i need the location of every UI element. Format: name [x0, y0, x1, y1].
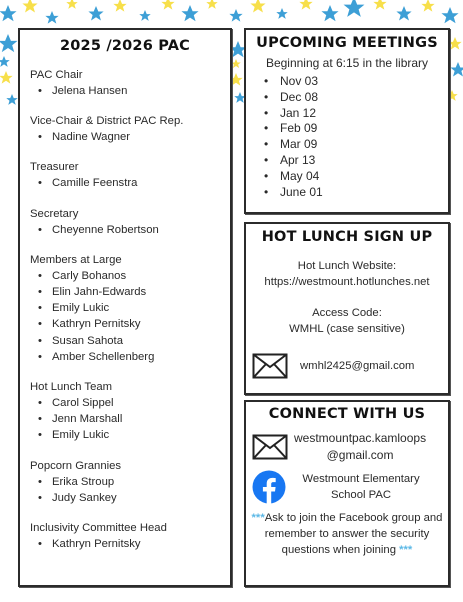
access-code-value: WMHL (case sensitive) [289, 322, 405, 335]
connect-email-row [246, 430, 448, 464]
meeting-date: • June 01 [264, 185, 448, 201]
member-names-list [38, 395, 230, 444]
meeting-date: • Nov 03 [264, 74, 448, 90]
role-title: Vice-Chair & District PAC Rep. [30, 115, 184, 128]
role-title: Hot Lunch Team [30, 381, 113, 394]
role-title: PAC Chair [30, 69, 83, 81]
star-icon [0, 71, 13, 84]
star-icon [181, 5, 198, 21]
star-icon [441, 7, 458, 23]
facebook-row [246, 470, 448, 504]
member-name: • Nadine Wagner [38, 129, 230, 145]
member-name: • Carly Bohanos [38, 268, 230, 284]
facebook-group-name[interactable]: Westmount Elementary School PAC [302, 473, 420, 501]
star-icon [276, 8, 287, 19]
facebook-icon[interactable] [252, 470, 286, 504]
member-names-list [38, 175, 230, 191]
star-icon [45, 11, 58, 24]
star-icon [161, 0, 174, 10]
star-icon [396, 6, 411, 20]
envelope-icon [252, 353, 288, 379]
hot-lunch-website-label: Hot Lunch Website: [297, 260, 397, 272]
star-icon [421, 0, 434, 12]
member-name: • Carol Sippel [38, 395, 230, 411]
hot-lunch-email-row [246, 353, 448, 379]
member-names-list [38, 83, 230, 99]
meeting-date: • Feb 09 [264, 121, 448, 137]
star-icon [6, 94, 17, 105]
member-name: • Emily Lukic [38, 427, 230, 443]
member-name: • Judy Sankey [38, 490, 230, 506]
member-names-list [38, 222, 230, 238]
star-icon [450, 62, 463, 76]
member-name: • Emily Lukic [38, 300, 230, 316]
member-name: • Elin Jahn-Edwards [38, 284, 230, 300]
meeting-dates-list [264, 74, 448, 200]
meetings-title: UPCOMING MEETINGS [256, 35, 438, 51]
pac-title: 2025 /2026 PAC [59, 38, 191, 54]
star-icon [113, 0, 126, 12]
star-icon [22, 0, 37, 12]
note-text: Ask to join the Facebook group and remember to answer the security questions when joining [264, 512, 443, 556]
star-icon [0, 34, 18, 52]
connect-email-line2: @gmail.com [326, 448, 394, 462]
member-names-list [38, 474, 230, 506]
connect-email-link[interactable] [294, 430, 426, 464]
star-icon [206, 0, 217, 9]
member-names-list [38, 129, 230, 145]
hot-lunch-email-link[interactable]: wmhl2425@gmail.com [300, 360, 415, 372]
member-name: • Jelena Hansen [38, 83, 230, 99]
star-icon [229, 9, 242, 22]
member-names-list [38, 536, 230, 552]
hot-lunch-panel [244, 222, 450, 395]
note-prefix-asterisks: *** [251, 512, 265, 524]
star-icon [250, 0, 265, 12]
star-icon [344, 0, 365, 17]
member-name: • Amber Schellenberg [38, 349, 230, 365]
meeting-date: • Dec 08 [264, 90, 448, 106]
member-names-list [38, 268, 230, 365]
facebook-note [246, 510, 448, 558]
note-suffix-asterisks: *** [399, 544, 413, 556]
star-icon [88, 6, 103, 20]
star-icon [66, 0, 77, 9]
role-title: Inclusivity Committee Head [30, 522, 167, 535]
meeting-date: • Jan 12 [264, 106, 448, 122]
member-name: • Kathryn Pernitsky [38, 316, 230, 332]
role-title: Secretary [30, 207, 79, 220]
hot-lunch-website-link[interactable]: https://westmount.hotlunches.net [264, 275, 430, 288]
star-icon [321, 5, 338, 21]
member-name: • Erika Stroup [38, 474, 230, 490]
hot-lunch-title: HOT LUNCH SIGN UP [261, 229, 433, 245]
pac-members-panel [18, 28, 232, 587]
connect-with-us-panel [244, 400, 450, 587]
member-name: • Jenn Marshall [38, 411, 230, 427]
envelope-icon [252, 434, 288, 460]
meeting-date: • Mar 09 [264, 137, 448, 153]
upcoming-meetings-panel [244, 28, 450, 214]
meeting-date: • Apr 13 [264, 153, 448, 169]
star-icon [231, 59, 241, 68]
star-icon [0, 56, 10, 67]
meeting-date: • May 04 [264, 169, 448, 185]
star-icon [448, 37, 461, 50]
meetings-intro: Beginning at 6:15 in the library [265, 56, 429, 70]
role-title: Popcorn Grannies [30, 459, 122, 472]
member-name: • Cheyenne Robertson [38, 222, 230, 238]
star-icon [0, 5, 17, 21]
access-code-label: Access Code: [312, 307, 382, 319]
star-icon [139, 10, 150, 21]
star-icon [373, 0, 386, 10]
role-title: Members at Large [30, 253, 122, 266]
pac-roles-list [30, 67, 230, 552]
member-name: • Kathryn Pernitsky [38, 536, 230, 552]
connect-email-line1: westmountpac.kamloops [294, 431, 427, 445]
member-name: • Camille Feenstra [38, 175, 230, 191]
connect-title: CONNECT WITH US [268, 406, 426, 422]
star-icon [299, 0, 312, 10]
role-title: Treasurer [30, 161, 79, 174]
member-name: • Susan Sahota [38, 333, 230, 349]
